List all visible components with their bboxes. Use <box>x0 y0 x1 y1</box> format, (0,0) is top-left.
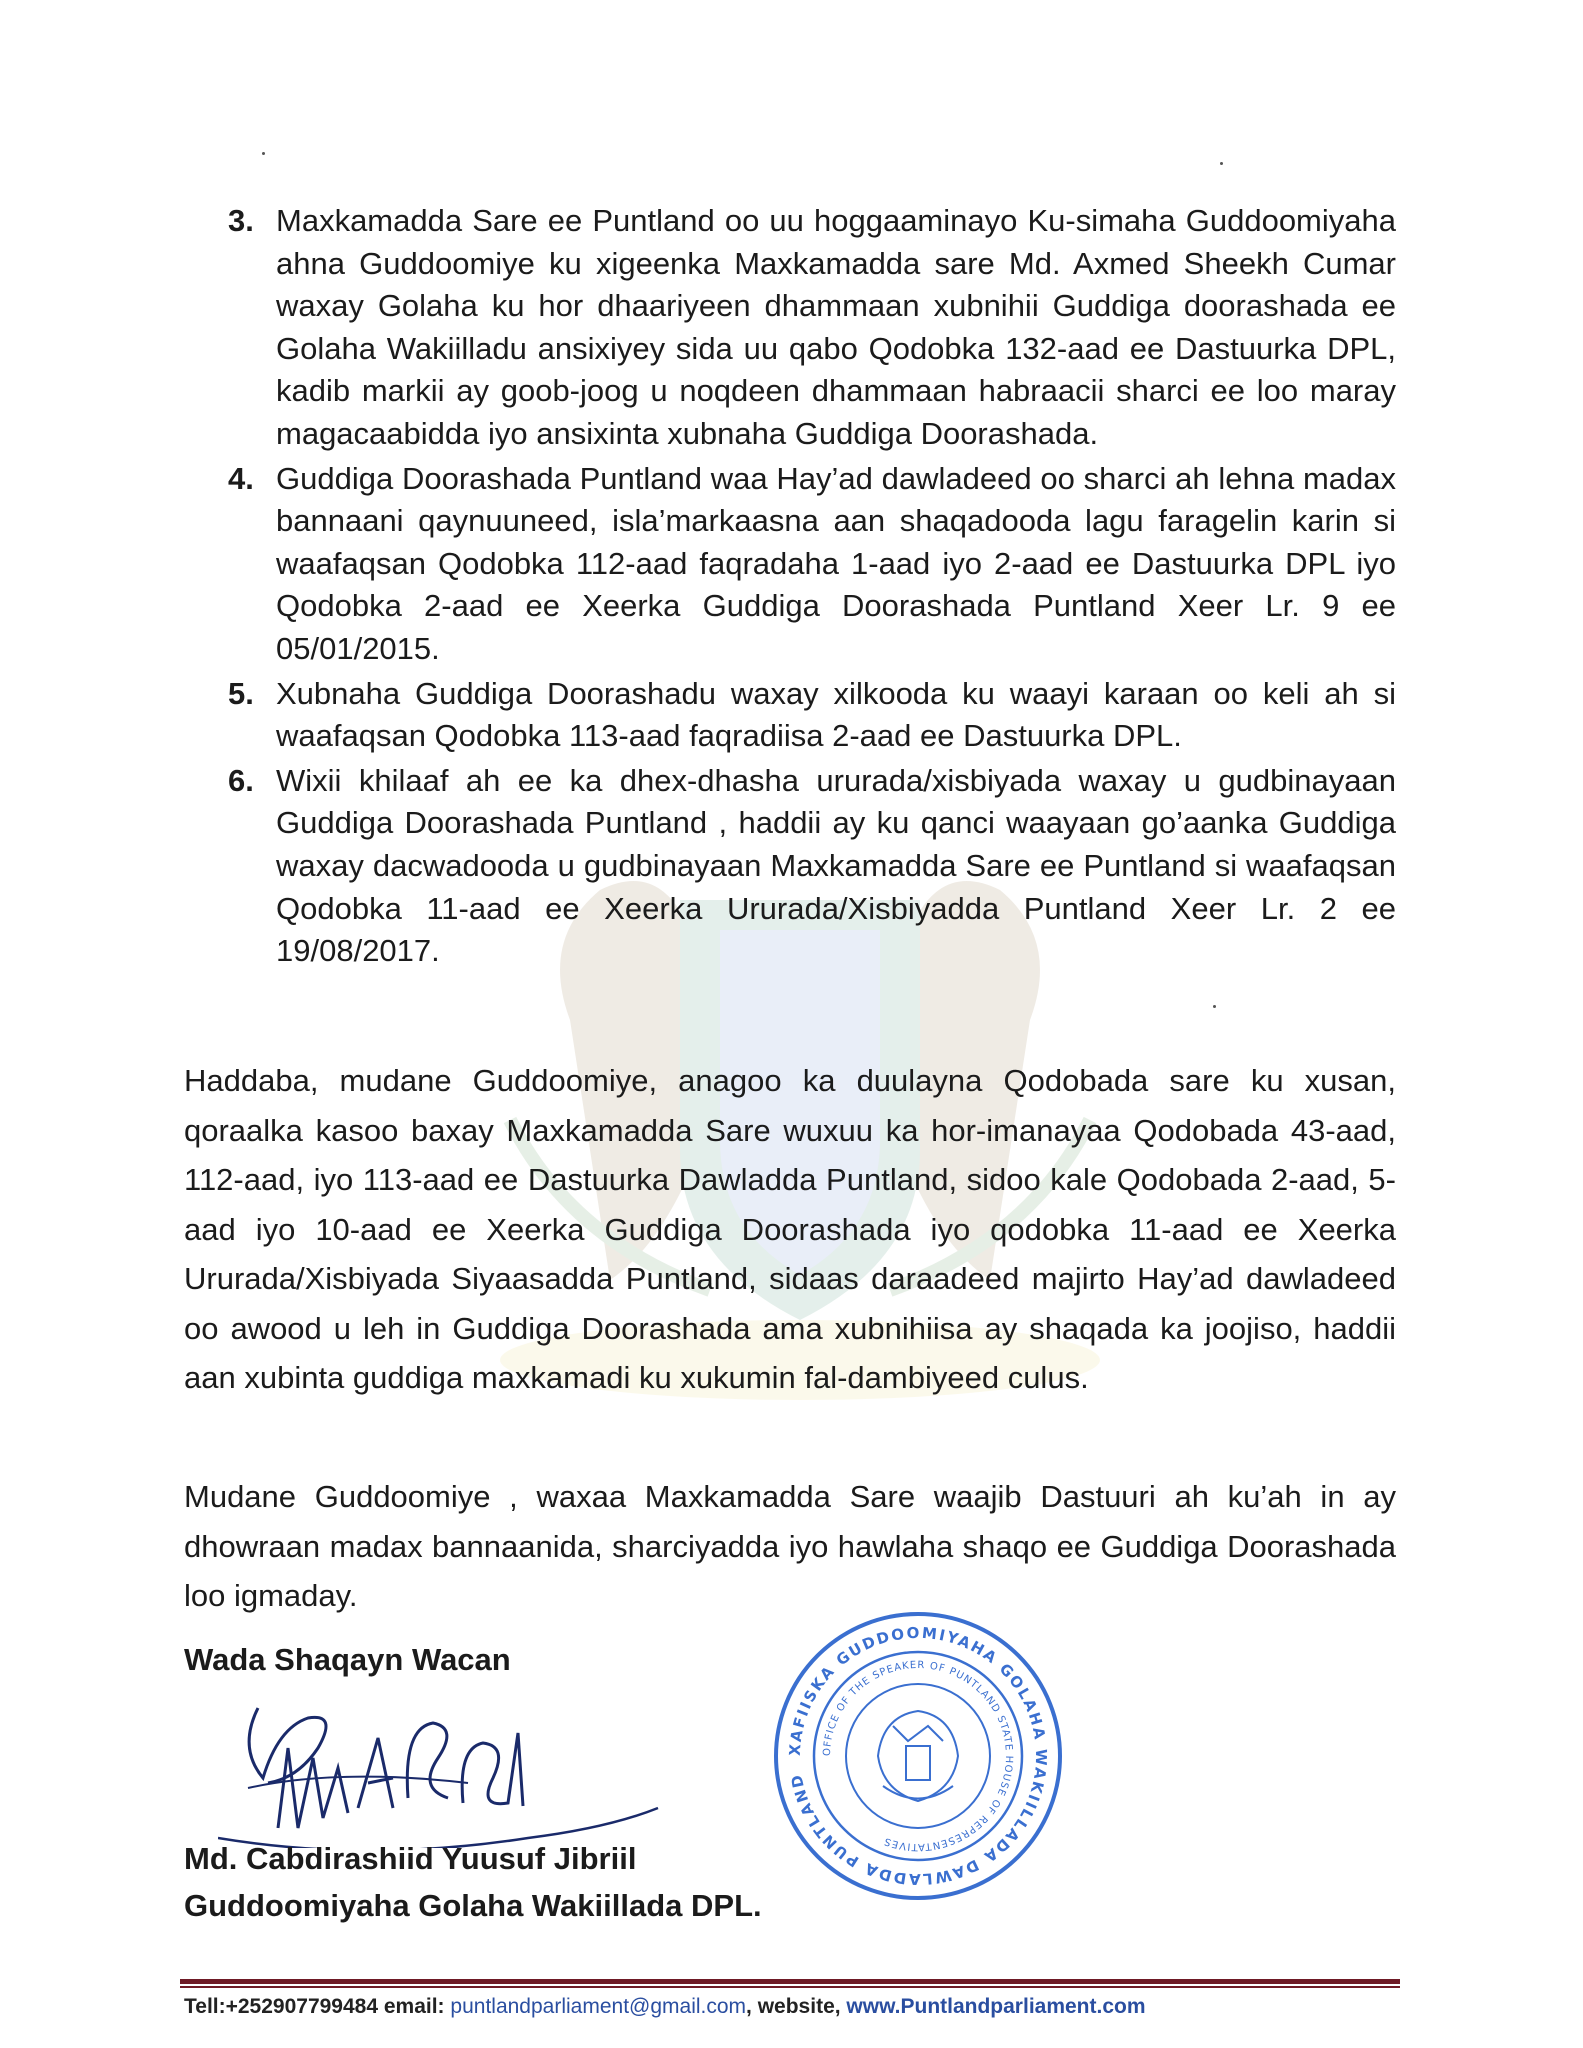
body-paragraph: Haddaba, mudane Guddoomiye, anagoo ka duulayna Qodobada sare ku xusan, qoraalka kasoo baxay Maxkamadda Sare wuxuu ka hor-imanayaa Qodobada 43-aad, 112-aad, iyo 113-aad ee Dastuurka Dawladda Puntland, sidoo kale Qodobada 2-aad, 5-aad iyo 10-aad ee Xeerka Guddiga Doorashada iyo qodobka 11-aad ee Xeerka Ururada/Xisbiyada Siyaasadda Puntland, sidaas daraadeed majirto Hay’ad dawladeed oo awood u leh in Guddiga Doorashada ama xubnihiisa ay shaqada ka joojiso, haddii aan xubinta guddiga maxkamadi ku xukumin fal-dambiyeed culus. <box>184 1063 1396 1395</box>
scan-speck <box>1220 162 1223 165</box>
scan-speck <box>262 152 265 155</box>
item-number: 6. <box>228 762 254 798</box>
signatory-title: Guddoomiyaha Golaha Wakiillada DPL. <box>184 1888 762 1923</box>
closing-line: Wada Shaqayn Wacan <box>184 1642 511 1677</box>
item-number: 5. <box>228 675 254 711</box>
item-text: Xubnaha Guddiga Doorashadu waxay xilkooda ku waayi karaan oo keli ah si waafaqsan Qodobka 113-aad faqradiisa 2-aad ee Dastuurka DPL. <box>276 675 1396 754</box>
item-number: 3. <box>228 203 254 238</box>
svg-text:OFFICE OF THE SPEAKER OF PUNTL <box>822 1660 1014 1852</box>
footer-rule <box>180 1979 1400 1984</box>
footer-telephone: Tell:+252907799484 email: <box>184 1995 445 2018</box>
item-text: Wixii khilaaf ah ee ka dhex-dhasha ururada/xisbiyada waxay u gudbinayaan Guddiga Doorashada Puntland , haddii ay ku qanci waayaan go’aanka Guddiga waxay dacwadooda u gudbinayaan Maxkamadda Sare ee Puntland si waafaqsan Qodobka 11-aad ee Xeerka Ururada/Xisbiyadda Puntland Xeer Lr. 2 ee 19/08/2017. <box>276 762 1396 969</box>
footer-website-label: , website, <box>746 1995 841 2018</box>
item-number: 4. <box>228 460 254 496</box>
numbered-list <box>228 200 1396 975</box>
signatory-block <box>184 1835 762 1929</box>
body-paragraph: Mudane Guddoomiye , waxaa Maxkamadda Sare waajib Dastuuri ah ku’ah in ay dhowraan madax bannaanida, sharciyadda iyo hawlaha shaqo ee Guddiga Doorashada loo igmaday. <box>184 1479 1396 1613</box>
handwritten-signature <box>218 1688 678 1848</box>
footer-email-link[interactable]: puntlandparliament@gmail.com <box>450 1995 747 2018</box>
item-text: Guddiga Doorashada Puntland waa Hay’ad dawladeed oo sharci ah lehna madax bannaani qaynuuneed, isla’markaasna aan shaqadooda lagu faragelin karin si waafaqsan Qodobka 112-aad faqradaha 1-aad iyo 2-aad ee Dastuurka DPL iyo Qodobka 2-aad ee Xeerka Guddiga Doorashada Puntland Xeer Lr. 9 ee 05/01/2015. <box>276 460 1396 666</box>
list-item <box>228 200 1396 456</box>
stamp-outer-text: XAFIISKA GUDDOOMIYAHA GOLAHA WAKIILLADA DAWLADDA PUNTLAND <box>785 1623 1051 1889</box>
footer-website-link[interactable]: www.Puntlandparliament.com <box>846 1995 1146 2018</box>
stamp-inner-text: OFFICE OF THE SPEAKER OF PUNTLAND STATE HOUSE OF REPRESENTATIVES <box>821 1659 1015 1853</box>
signatory-name: Md. Cabdirashiid Yuusuf Jibriil <box>184 1841 637 1876</box>
scan-speck <box>1213 1005 1216 1008</box>
list-item <box>228 458 1396 671</box>
list-item <box>228 760 1396 973</box>
item-text: Maxkamadda Sare ee Puntland oo uu hoggaaminayo Ku-simaha Guddoomiyaha ahna Guddoomiye ku xigeenka Maxkamadda sare Md. Axmed Sheekh Cumar waxay Golaha ku hor dhaariyeen dhammaan xubnihii Guddiga doorashada ee Golaha Wakiilladu ansixiyey sida uu qabo Qodobka 132-aad ee Dastuurka DPL, kadib markii ay goob-joog u noqdeen dhammaan habraacii sharci ee loo maray magacaabidda iyo ansixinta xubnaha Guddiga Doorashada. <box>276 203 1396 451</box>
official-stamp <box>768 1606 1068 1906</box>
footer-rule <box>180 1986 1400 1988</box>
list-item <box>228 673 1396 758</box>
footer-contact <box>184 1995 1146 2019</box>
